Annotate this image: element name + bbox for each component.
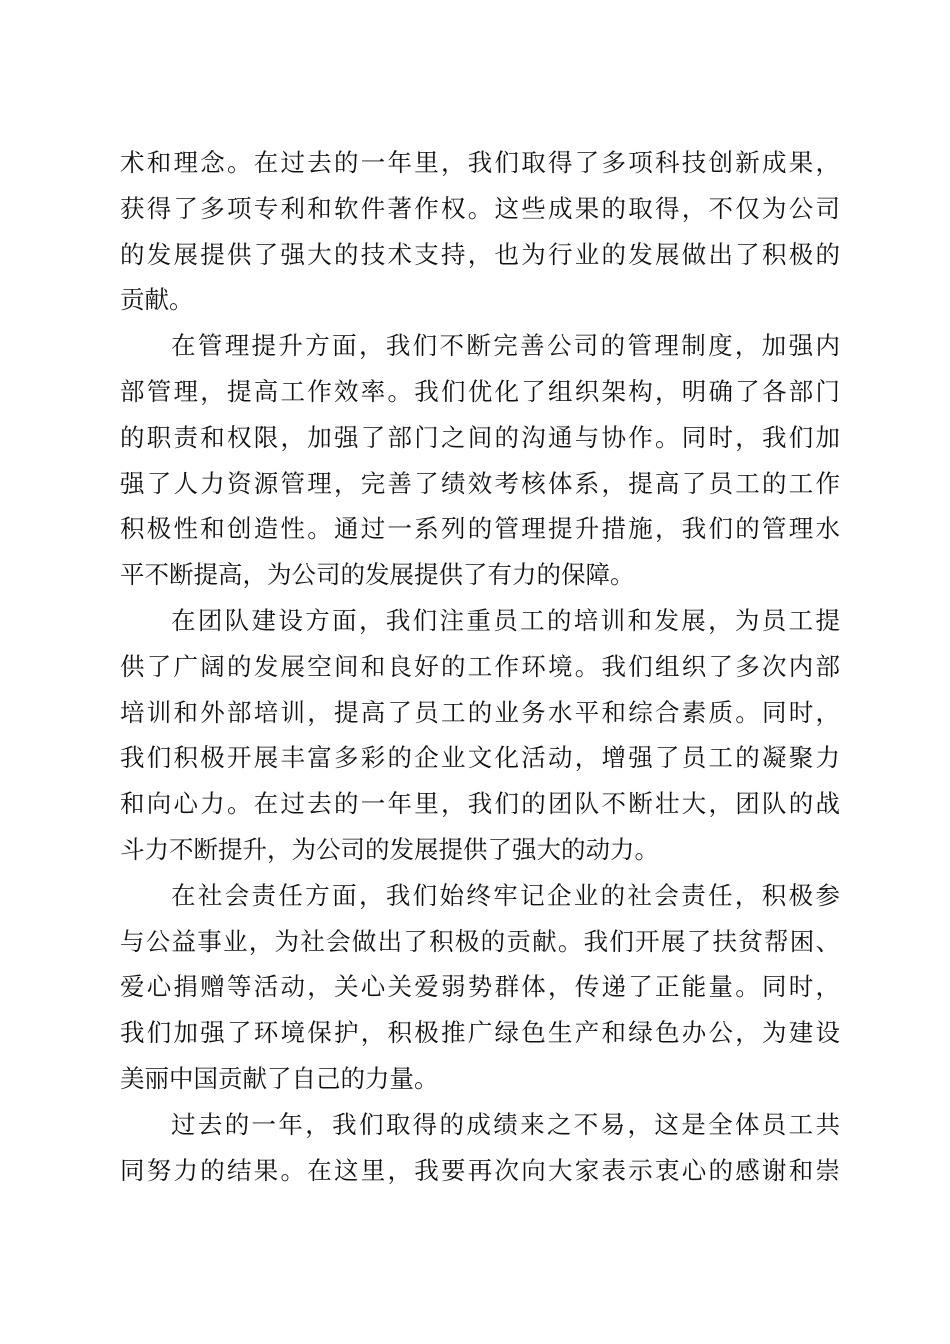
text-line: 强了人力资源管理，完善了绩效考核体系，提高了员工的工作 [120,468,840,498]
text-line: 贡献。 [120,285,194,315]
text-line: 与公益事业，为社会做出了积极的贡献。我们开展了扶贫帮困、 [120,926,840,956]
document-body [120,140,840,1193]
text-line: 部管理，提高工作效率。我们优化了组织架构，明确了各部门 [120,376,840,406]
text-line: 术和理念。在过去的一年里，我们取得了多项科技创新成果， [120,148,840,177]
text-line: 获得了多项专利和软件著作权。这些成果的取得，不仅为公司 [120,193,840,223]
text-line: 的发展提供了强大的技术支持，也为行业的发展做出了积极的 [120,239,840,269]
text-line: 我们积极开展丰富多彩的企业文化活动，增强了员工的凝聚力 [120,743,840,773]
text-line: 爱心捐赠等活动，关心关爱弱势群体，传递了正能量。同时， [120,972,840,1002]
text-line: 积极性和创造性。通过一系列的管理提升措施，我们的管理水 [120,514,840,544]
text-line: 和向心力。在过去的一年里，我们的团队不断壮大，团队的战 [120,789,840,819]
text-line: 的职责和权限，加强了部门之间的沟通与协作。同时，我们加 [120,422,840,452]
text-line: 同努力的结果。在这里，我要再次向大家表示衷心的感谢和崇 [120,1155,840,1185]
text-line: 我们加强了环境保护，积极推广绿色生产和绿色办公，为建设 [120,1018,840,1048]
paragraph-first-line: 在团队建设方面，我们注重员工的培训和发展，为员工提 [171,605,840,635]
paragraph-first-line: 在社会责任方面，我们始终牢记企业的社会责任，积极参 [171,880,840,910]
text-line: 美丽中国贡献了自己的力量。 [120,1063,439,1093]
paragraph-first-line: 过去的一年，我们取得的成绩来之不易，这是全体员工共 [171,1109,840,1139]
text-line: 供了广阔的发展空间和良好的工作环境。我们组织了多次内部 [120,651,840,681]
paragraph-first-line: 在管理提升方面，我们不断完善公司的管理制度，加强内 [171,331,840,361]
text-line: 斗力不断提升，为公司的发展提供了强大的动力。 [120,834,659,864]
text-line: 培训和外部培训，提高了员工的业务水平和综合素质。同时， [120,697,840,727]
text-line: 平不断提高，为公司的发展提供了有力的保障。 [120,560,635,590]
